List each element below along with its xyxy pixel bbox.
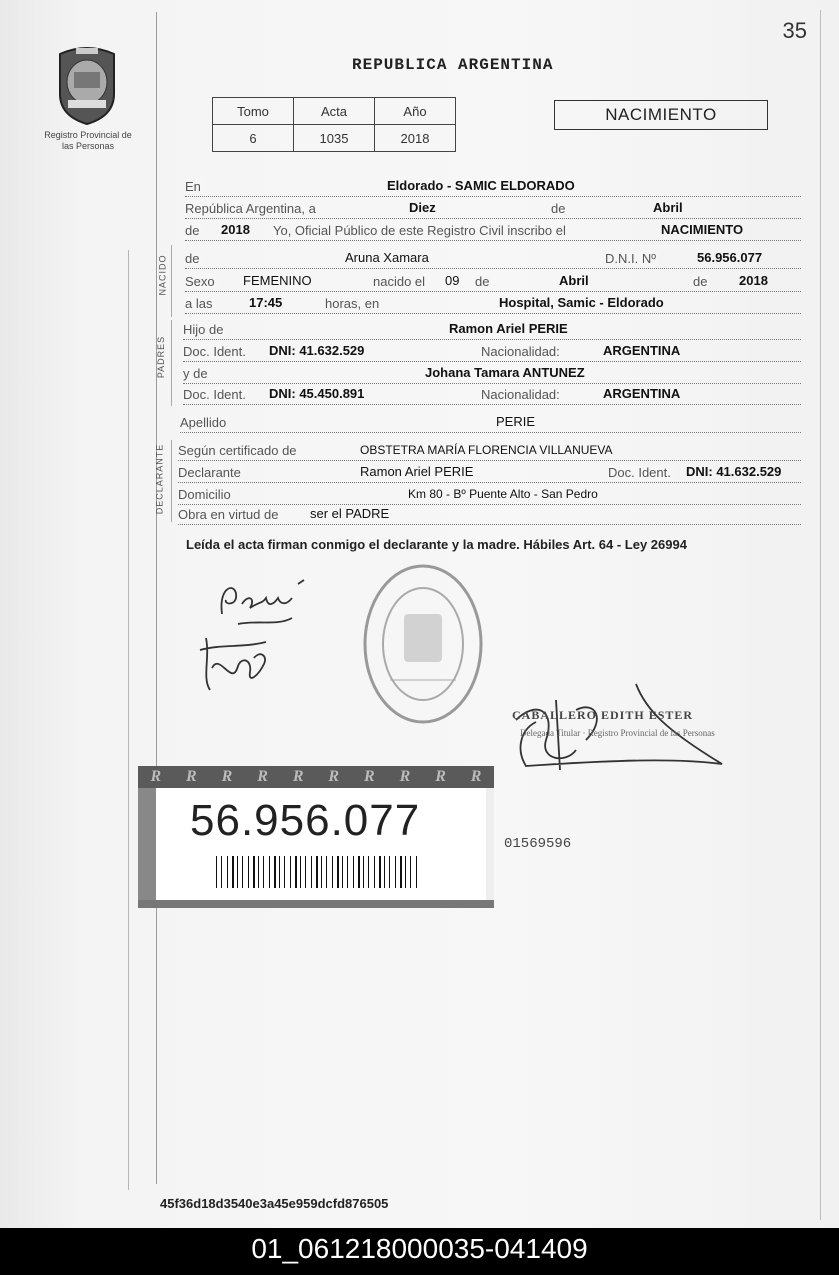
footer-id-bar: 01_061218000035-041409 (0, 1228, 839, 1275)
nacido-de2-label: de (475, 274, 490, 289)
barcode-bar (248, 856, 249, 888)
barcode-bar (221, 856, 222, 888)
sticker-pattern-left (138, 788, 156, 908)
nacido-lugar: Hospital, Samic - Eldorado (499, 295, 664, 310)
barcode-bar (227, 856, 228, 888)
barcode-bar (368, 856, 369, 888)
sticker-pattern-bottom (138, 900, 494, 908)
nacido-row-1 (185, 248, 801, 269)
barcode-image (216, 856, 422, 888)
obra-label: Obra en virtud de (178, 507, 279, 522)
record-table (212, 97, 456, 152)
margin-line-outer (128, 250, 129, 1190)
record-header-anio: Año (375, 98, 456, 125)
intro-row-2 (185, 198, 801, 219)
barcode-bar (353, 856, 354, 888)
nacido-anio: 2018 (739, 273, 768, 288)
document-title: REPUBLICA ARGENTINA (352, 56, 554, 74)
sexo-value: FEMENINO (243, 273, 312, 288)
page-number: 35 (782, 18, 807, 43)
madre-nombre: Johana Tamara ANTUNEZ (425, 365, 585, 380)
padre-doc: DNI: 41.632.529 (269, 343, 365, 358)
hora-value: 17:45 (249, 295, 283, 310)
barcode-bar (384, 856, 385, 888)
serial-number: 01569596 (504, 836, 572, 852)
domicilio-label: Domicilio (178, 487, 231, 502)
dia-value: Diez (409, 200, 436, 215)
barcode-bar (295, 856, 297, 888)
padres-section-label: PADRES (156, 335, 167, 379)
obra-value: ser el PADRE (310, 506, 390, 521)
barcode-bar (305, 856, 306, 888)
dni-label: D.N.I. Nº (605, 251, 656, 266)
barcode-bar (405, 856, 406, 888)
logo-caption: Registro Provincial de las Personas (44, 130, 132, 151)
margin-line (156, 12, 157, 1184)
padres-row-4 (183, 384, 801, 405)
intro-row-3 (185, 220, 801, 241)
barcode-bar (347, 856, 348, 888)
barcode-bar (253, 856, 255, 888)
barcode-bar (410, 856, 411, 888)
barcode-bar (269, 856, 270, 888)
madre-doc-label: Doc. Ident. (183, 387, 246, 402)
padres-row-3 (183, 363, 801, 384)
padre-doc-label: Doc. Ident. (183, 344, 246, 359)
barcode-bar (342, 856, 343, 888)
nacido-mes: Abril (559, 273, 589, 288)
barcode-bar (216, 856, 217, 888)
anio-value: 2018 (221, 222, 250, 237)
certificado-value: OBSTETRA MARÍA FLORENCIA VILLANUEVA (360, 443, 613, 457)
padre-nac: ARGENTINA (603, 343, 681, 358)
hijo-de-label: Hijo de (183, 322, 224, 337)
nacido-nombre: Aruna Xamara (345, 250, 429, 265)
sticker-dni-number: 56.956.077 (190, 796, 421, 845)
apellido-row (180, 412, 801, 433)
madre-nac-label: Nacionalidad: (481, 387, 560, 402)
official-round-stamp (360, 562, 486, 726)
record-value-acta: 1035 (294, 125, 375, 152)
lugar-value: Eldorado - SAMIC ELDORADO (387, 178, 575, 193)
sticker-pattern: R R R R R R R R R R (138, 766, 494, 788)
certificado-label: Según certificado de (178, 443, 297, 458)
record-value-tomo: 6 (213, 125, 294, 152)
nacido-de-label: de (185, 251, 200, 266)
barcode-bar (326, 856, 327, 888)
republica-label: República Argentina, a (185, 201, 316, 216)
barcode-bar (290, 856, 291, 888)
barcode-bar (389, 856, 390, 888)
de-label: de (551, 201, 566, 216)
nacido-dni: 56.956.077 (697, 250, 763, 265)
domicilio-value: Km 80 - Bº Puente Alto - San Pedro (408, 487, 598, 501)
declarante-row-1 (178, 440, 801, 461)
declarante-section-label: DECLARANTE (154, 443, 165, 515)
apellido-value: PERIE (496, 414, 536, 429)
declarante-section-line (171, 440, 172, 522)
padres-row-2 (183, 341, 801, 362)
record-type-box: NACIMIENTO (554, 100, 768, 130)
intro-row-1 (185, 176, 801, 197)
nacido-el-label: nacido el (373, 274, 426, 289)
declarante-row-3 (178, 484, 801, 505)
padres-section-line (171, 320, 172, 406)
padre-nac-label: Nacionalidad: (481, 344, 560, 359)
barcode-bar (337, 856, 339, 888)
barcode-bar (237, 856, 238, 888)
nacido-de3-label: de (693, 274, 708, 289)
handwritten-signature-2 (192, 628, 276, 694)
barcode-bar (416, 856, 417, 888)
barcode-bar (232, 856, 234, 888)
declarante-label: Declarante (178, 465, 241, 480)
apellido-label: Apellido (180, 415, 227, 430)
padre-nombre: Ramon Ariel PERIE (449, 321, 568, 336)
barcode-bar (274, 856, 276, 888)
barcode-bar (400, 856, 402, 888)
barcode-bar (284, 856, 285, 888)
barcode-bar (363, 856, 364, 888)
sexo-label: Sexo (185, 274, 215, 289)
barcode-bar (300, 856, 301, 888)
madre-doc: DNI: 45.450.891 (269, 386, 365, 401)
barcode-bar (279, 856, 280, 888)
barcode-bar (358, 856, 360, 888)
declarante-row-2 (178, 462, 801, 483)
barcode-bar (316, 856, 318, 888)
record-value-anio: 2018 (375, 125, 456, 152)
de2-label: de (185, 223, 200, 238)
nacido-section-line (171, 245, 172, 317)
nacido-row-3 (185, 293, 801, 314)
coat-of-arms-logo (52, 44, 122, 126)
record-header-tomo: Tomo (213, 98, 294, 125)
nacido-row-2 (185, 271, 801, 292)
padres-row-1 (183, 319, 801, 340)
oficial-label: Yo, Oficial Público de este Registro Civil inscribo el (273, 223, 566, 238)
madre-nac: ARGENTINA (603, 386, 681, 401)
barcode-bar (311, 856, 312, 888)
barcode-bar (242, 856, 243, 888)
declarante-nombre: Ramon Ariel PERIE (360, 464, 474, 479)
tipo-value: NACIMIENTO (661, 222, 744, 237)
dni-sticker (138, 766, 494, 908)
hora-label: a las (185, 296, 213, 311)
barcode-bar (263, 856, 264, 888)
mes-value: Abril (653, 200, 683, 215)
nacido-section-label: NACIDO (157, 254, 168, 296)
document-hash: 45f36d18d3540e3a45e959dcfd876505 (160, 1196, 389, 1211)
declarante-doc: DNI: 41.632.529 (686, 464, 782, 479)
declarante-doc-label: Doc. Ident. (608, 465, 671, 480)
barcode-bar (395, 856, 396, 888)
en-label: En (185, 179, 201, 194)
declarante-row-4 (178, 504, 801, 525)
nacido-dia: 09 (445, 273, 460, 288)
official-title: Delegada Titular · Registro Provincial de las Personas (520, 728, 715, 738)
barcode-bar (332, 856, 333, 888)
right-edge-line (820, 10, 821, 1220)
y-de-label: y de (183, 366, 208, 381)
barcode-bar (258, 856, 259, 888)
barcode-bar (374, 856, 375, 888)
horas-en-label: horas, en (325, 296, 380, 311)
legal-text: Leída el acta firman conmigo el declarante y la madre. Hábiles Art. 64 - Ley 26994 (186, 537, 687, 552)
barcode-bar (321, 856, 322, 888)
record-header-acta: Acta (294, 98, 375, 125)
official-name: CABALLERO EDITH ESTER (512, 708, 694, 722)
barcode-bar (379, 856, 381, 888)
